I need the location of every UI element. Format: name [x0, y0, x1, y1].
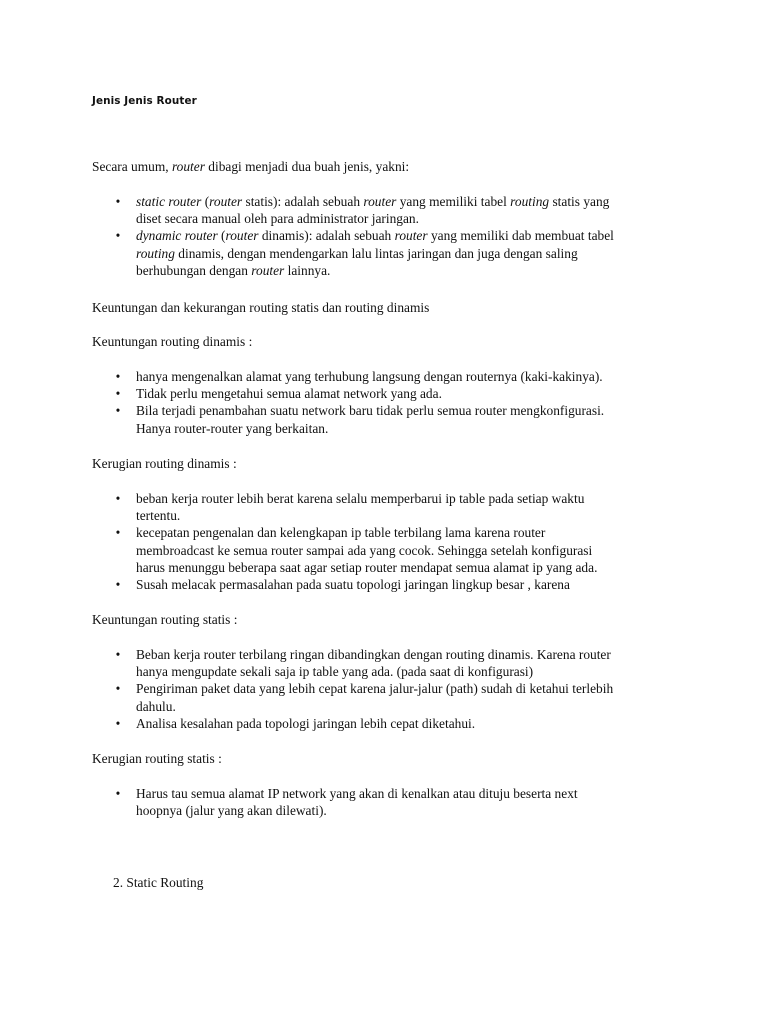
comparison-title: Keuntungan dan kekurangan routing statis dan routing dinamis [92, 300, 430, 315]
text-run: Secara umum, [92, 159, 172, 174]
italic-term: router [363, 194, 397, 209]
list-item-line [136, 227, 614, 244]
list-item [92, 785, 578, 819]
list-item-line: tertentu. [136, 508, 181, 524]
list-item-line [136, 262, 614, 279]
list-item-line: Hanya router-router yang berkaitan. [136, 420, 329, 436]
text-run: yang memiliki dab membuat tabel [427, 228, 614, 244]
keuntungan-statis-title: Keuntungan routing statis : [92, 612, 238, 627]
italic-term: router [394, 228, 428, 244]
list-item [92, 193, 614, 227]
list-item-line [136, 210, 614, 227]
list-item [92, 646, 613, 680]
list-item [92, 368, 604, 385]
italic-term: router [225, 228, 259, 244]
text-run: ( [217, 228, 226, 244]
text-run: diset secara manual oleh para administrator jaringan. [136, 211, 419, 227]
list-item-line: hanya mengupdate sekali saja ip table yang ada. (pada saat di konfigurasi) [136, 664, 534, 680]
list-item-line: harus menunggu beberapa saat agar setiap router mendapat semua alamat ip yang ada. [136, 559, 598, 575]
italic-term: routing [136, 245, 175, 261]
list-item [92, 715, 613, 732]
list-item-line: Harus tau semua alamat IP network yang akan di kenalkan atau dituju beserta next [136, 786, 578, 801]
bullet-icon: • [115, 647, 121, 662]
text-run: berhubungan dengan [136, 262, 252, 278]
text-run: ( [201, 194, 210, 209]
list-item-line: beban kerja router lebih berat karena selalu memperbarui ip table pada setiap waktu [136, 491, 585, 506]
list-item-line: Pengiriman paket data yang lebih cepat karena jalur-jalur (path) sudah di ketahui terlebih [136, 681, 614, 697]
bullet-icon: • [115, 681, 121, 697]
text-run: statis): adalah sebuah [242, 194, 364, 209]
intro-paragraph [92, 158, 409, 175]
bullet-icon: • [115, 715, 121, 731]
list-item [92, 524, 597, 576]
list-item-line: Bila terjadi penambahan suatu network baru tidak perlu semua router mengkonfigurasi. [136, 403, 605, 419]
document-heading: Jenis Jenis Router [92, 95, 197, 107]
italic-term: routing [510, 194, 550, 209]
list-item [92, 490, 597, 524]
keuntungan-statis-list [92, 646, 613, 732]
list-item-line [136, 193, 614, 210]
text-run: statis yang [549, 194, 610, 209]
bullet-icon: • [115, 386, 121, 402]
list-item [92, 402, 604, 436]
bullet-icon: • [115, 491, 121, 506]
router-types-list [92, 193, 614, 279]
keuntungan-dinamis-list [92, 368, 604, 437]
text-run: dinamis): adalah sebuah [258, 228, 395, 244]
kerugian-dinamis-title: Kerugian routing dinamis : [92, 456, 237, 471]
italic-term: static router [136, 194, 202, 209]
italic-term: dynamic router [136, 228, 218, 244]
list-item [92, 576, 597, 593]
list-item-line: Beban kerja router terbilang ringan dibandingkan dengan routing dinamis. Karena router [136, 647, 611, 662]
italic-term: router [209, 194, 243, 209]
italic-term: router [251, 262, 285, 278]
kerugian-statis-list [92, 785, 578, 819]
keuntungan-dinamis-title: Keuntungan routing dinamis : [92, 334, 253, 349]
bullet-icon: • [115, 228, 121, 244]
list-item [92, 227, 614, 279]
kerugian-statis-title: Kerugian routing statis : [92, 751, 222, 766]
section-2-heading: 2. Static Routing [113, 875, 204, 890]
list-item [92, 680, 613, 714]
list-item-line: dahulu. [136, 698, 176, 714]
list-item-line: kecepatan pengenalan dan kelengkapan ip table terbilang lama karena router [136, 525, 546, 541]
list-item-line [136, 245, 614, 262]
bullet-icon: • [115, 194, 121, 209]
list-item-line: hoopnya (jalur yang akan dilewati). [136, 803, 327, 819]
bullet-icon: • [115, 525, 121, 541]
list-item-line: Tidak perlu mengetahui semua alamat network yang ada. [136, 386, 442, 402]
list-item [92, 385, 604, 402]
bullet-icon: • [115, 786, 121, 801]
bullet-icon: • [115, 577, 121, 593]
text-run: yang memiliki tabel [396, 194, 511, 209]
text-run: lainnya. [284, 262, 331, 278]
list-item-line: membroadcast ke semua router sampai ada yang cocok. Sehingga setelah konfigurasi [136, 542, 593, 558]
text-run: dinamis, dengan mendengarkan lalu lintas jaringan dan juga dengan saling [174, 245, 578, 261]
bullet-icon: • [115, 403, 121, 419]
kerugian-dinamis-list [92, 490, 597, 593]
list-item-line: Susah melacak permasalahan pada suatu topologi jaringan lingkup besar , karena [136, 577, 570, 593]
text-run: dibagi menjadi dua buah jenis, yakni: [204, 159, 410, 174]
bullet-icon: • [115, 369, 121, 384]
list-item-line: Analisa kesalahan pada topologi jaringan lebih cepat diketahui. [136, 715, 476, 731]
list-item-line: hanya mengenalkan alamat yang terhubung langsung dengan routernya (kaki-kakinya). [136, 369, 603, 384]
italic-term: router [171, 159, 205, 174]
